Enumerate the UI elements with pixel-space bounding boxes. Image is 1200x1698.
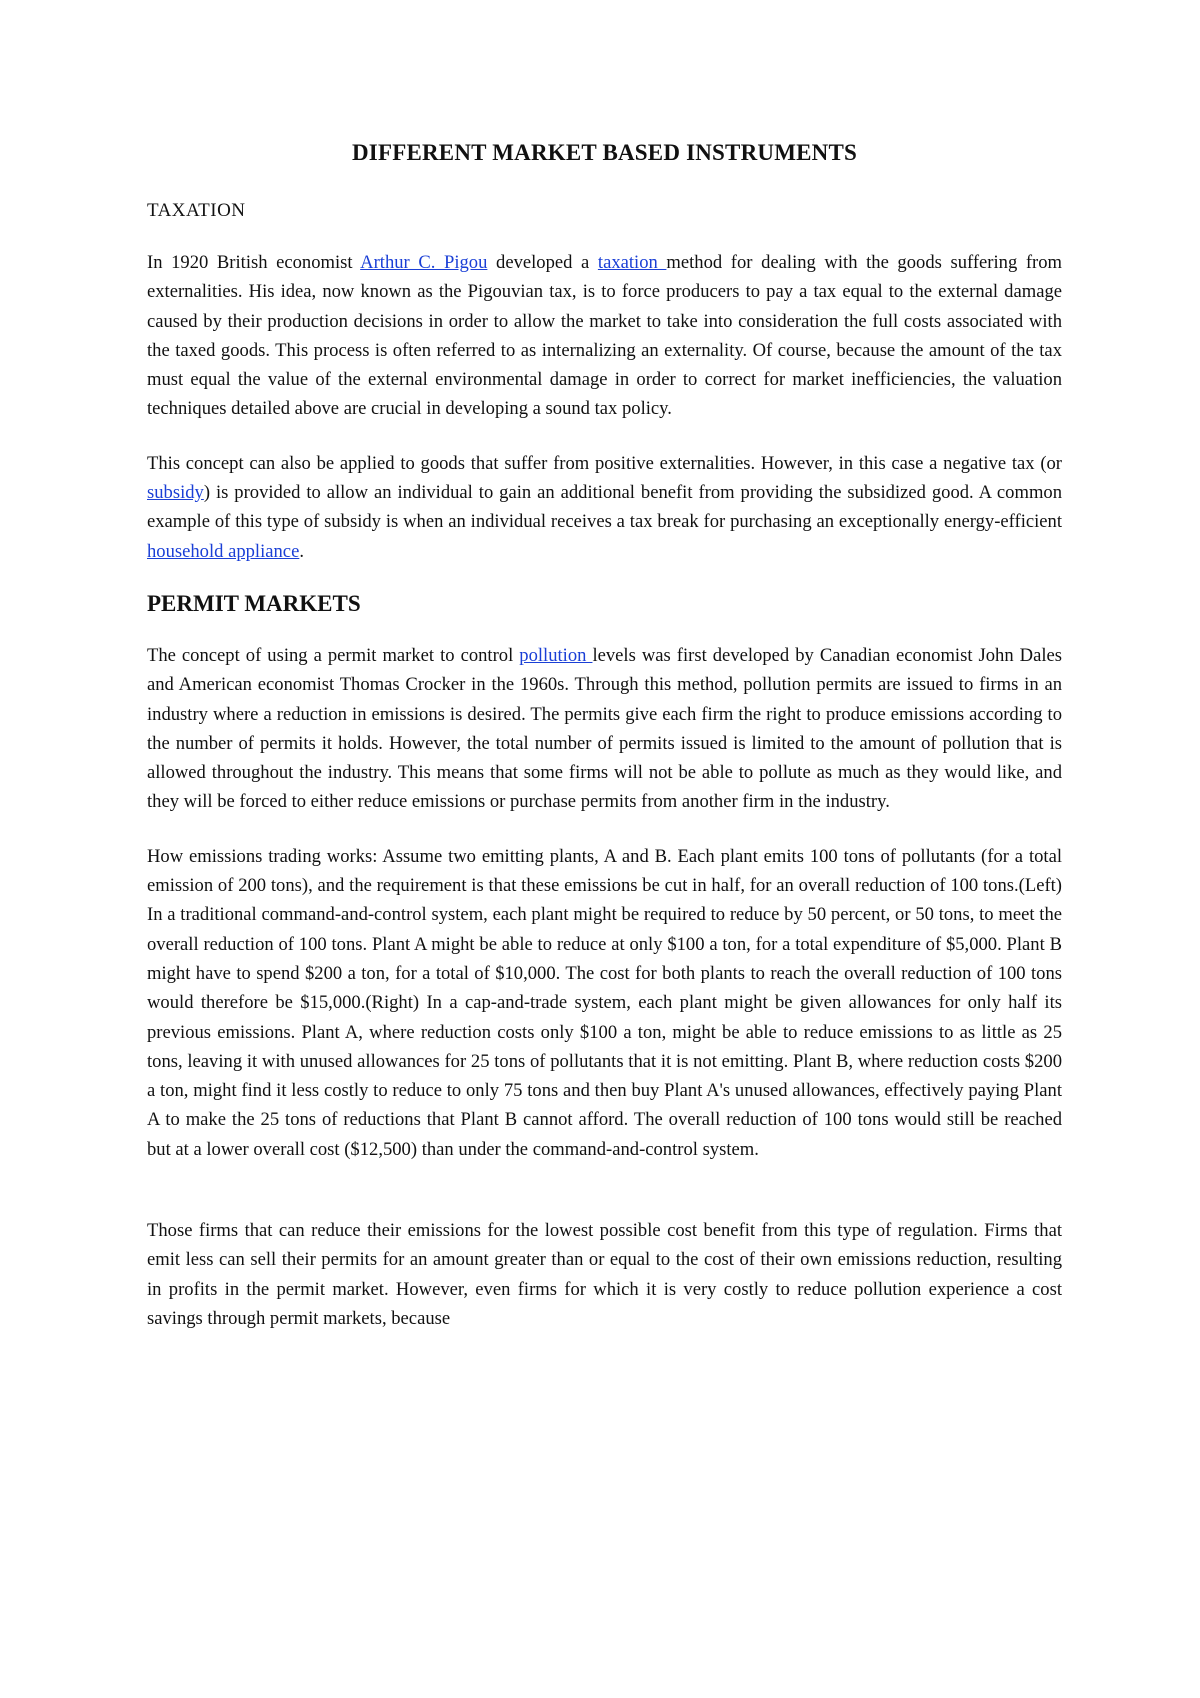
taxation-paragraph-2: [147, 449, 1062, 566]
permit-markets-paragraph-3: Those firms that can reduce their emissions for the lowest possible cost benefit from this type of regulation. Firms that emit less can sell their permits for an amount greater than or equal to the cost of their own emissions reduction, resulting in profits in the permit market. However, even firms for which it is very costly to reduce pollution experience a cost savings through permit markets, because: [147, 1220, 1062, 1329]
taxation-link[interactable]: taxation: [597, 252, 667, 273]
pollution-link[interactable]: pollution: [519, 644, 593, 666]
text-run: In 1920 British economist: [147, 252, 361, 273]
text-run: This concept can also be applied to goods that suffer from positive externalities. However, in this case a negative tax (or: [147, 452, 1062, 474]
household-appliance-link[interactable]: household appliance: [147, 540, 300, 562]
taxation-heading: TAXATION: [147, 200, 246, 221]
arthur-pigou-link[interactable]: Arthur C. Pigou: [360, 252, 488, 273]
text-run: .: [299, 540, 304, 562]
permit-markets-heading: PERMIT MARKETS: [147, 590, 361, 616]
text-run: levels was first developed by Canadian economist John Dales and American economist Thomas Crocker in the 1960s. Through this method, pollution permits are issued to firms in an industry where a reduction in emissions is desired. The permits give each firm the right to produce emissions according to the number of permits it holds. However, the total number of permits issued is limited to the amount of pollution that is allowed throughout the industry. This means that some firms will not be able to pollute as much as they would like, and they will be forced to either reduce emissions or purchase permits from another firm in the industry.: [147, 644, 1062, 813]
document-page: [147, 140, 1062, 1358]
permit-markets-paragraph-1: [147, 641, 1062, 817]
subsidy-link[interactable]: subsidy: [147, 482, 204, 504]
text-run: developed a: [487, 252, 598, 273]
document-title: DIFFERENT MARKET BASED INSTRUMENTS: [351, 140, 858, 165]
text-run: ) is provided to allow an individual to gain an additional benefit from providing the subsidized good. A common example of this type of subsidy is when an individual receives a tax break for purchasing an exceptionally energy-efficient: [147, 482, 1062, 533]
permit-markets-paragraph-2: How emissions trading works: Assume two emitting plants, A and B. Each plant emits 100 tons of pollutants (for a total emission of 200 tons), and the requirement is that these emissions be cut in half, for an overall reduction of 100 tons.(Left) In a traditional command-and-control system, each plant might be required to reduce by 50 percent, or 50 tons, to meet the overall reduction of 100 tons. Plant A might be able to reduce at only $100 a ton, for a total expenditure of $5,000. Plant B might have to spend $200 a ton, for a total of $10,000. The cost for both plants to reach the overall reduction of 100 tons would therefore be $15,000.(Right) In a cap-and-trade system, each plant might be given allowances for only half its previous emissions. Plant A, where reduction costs only $100 a ton, might be able to reduce emissions to as little as 25 tons, leaving it with unused allowances for 25 tons of pollutants that it is not emitting. Plant B, where reduction costs $200 a ton, might find it less costly to reduce to only 75 tons and then buy Plant A's unused allowances, effectively paying Plant A to make the 25 tons of reductions that Plant B cannot afford. The overall reduction of 100 tons would still be reached but at a lower overall cost ($12,500) than under the command-and-control system.: [147, 845, 1062, 1160]
taxation-paragraph-1: [147, 248, 1062, 424]
text-run: method for dealing with the goods suffering from externalities. His idea, now known as the Pigouvian tax, is to force producers to pay a tax equal to the external damage caused by their production decisions in order to allow the market to take into consideration the full costs associated with the taxed goods. This process is often referred to as internalizing an externality. Of course, because the amount of the tax must equal the value of the external environmental damage in order to correct for market inefficiencies, the valuation techniques detailed above are crucial in developing a sound tax policy.: [147, 252, 1063, 420]
text-run: The concept of using a permit market to control: [147, 644, 520, 666]
